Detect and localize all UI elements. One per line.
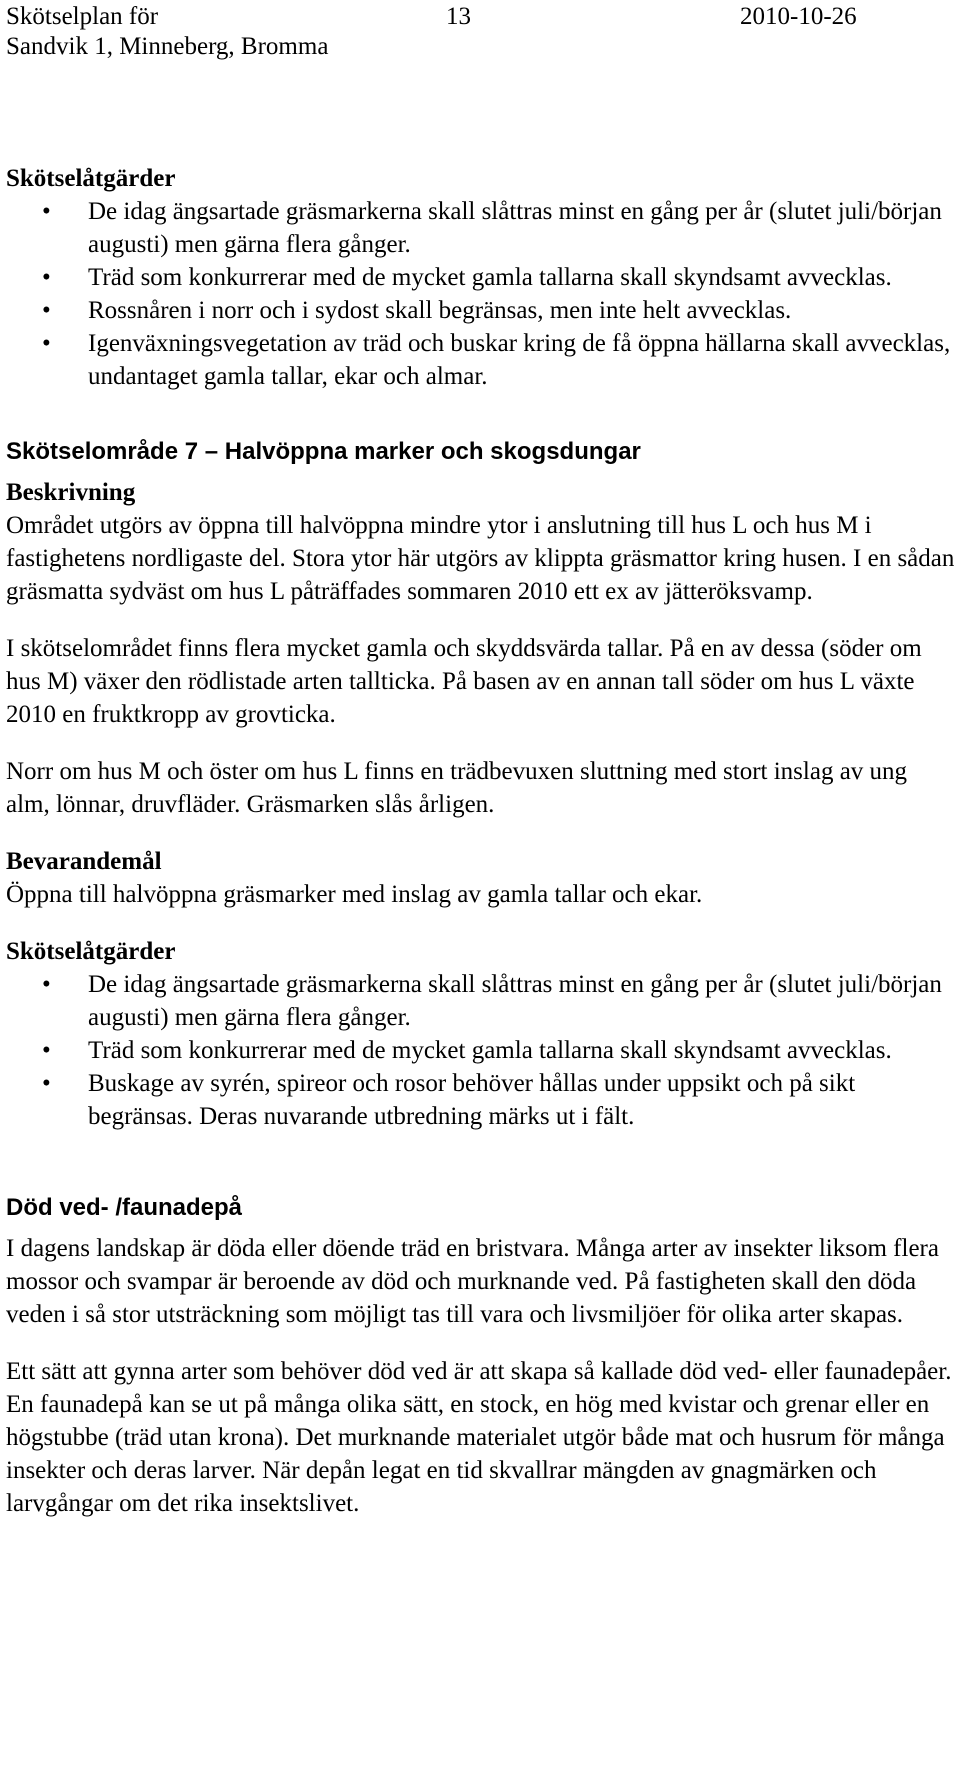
description-paragraph: Norr om hus M och öster om hus L finns en trädbevuxen sluttning med stort inslag av ung alm, lönnar, druvfläder. Gräsmarken slås årligen. [6, 758, 908, 818]
deadwood-heading: Död ved- /faunadepå [6, 1194, 243, 1221]
list-item-text: Träd som konkurrerar med de mycket gamla tallarna skall skyndsamt avvecklas. [88, 1037, 892, 1064]
bullet-icon: • [42, 330, 51, 357]
list-item [6, 195, 956, 261]
conservation-goal-text: Öppna till halvöppna gräsmarker med inslag av gamla tallar och ekar. [6, 881, 703, 908]
bullet-list-measures-1 [6, 195, 956, 393]
list-item [6, 1067, 956, 1133]
bullet-icon: • [42, 198, 51, 225]
list-item-text: Igenväxningsvegetation av träd och buskar kring de få öppna hällarna skall avvecklas, undantaget gamla tallar, ekar och almar. [88, 330, 951, 390]
list-item [6, 327, 956, 393]
list-item [6, 261, 956, 294]
list-item-text: Rossnåren i norr och i sydost skall begränsas, men inte helt avvecklas. [88, 297, 792, 324]
header-title-line1: Skötselplan för [6, 3, 159, 30]
page-number: 13 [446, 3, 471, 30]
header-title [6, 2, 328, 62]
list-item-text: De idag ängsartade gräsmarkerna skall slåttras minst en gång per år (slutet juli/början augusti) men gärna flera gånger. [88, 971, 942, 1031]
list-item [6, 968, 956, 1034]
list-item [6, 294, 956, 327]
conservation-goal-heading: Bevarandemål [6, 848, 162, 875]
section-heading-measures: Skötselåtgärder [6, 165, 176, 192]
section-heading-measures: Skötselåtgärder [6, 938, 176, 965]
bullet-icon: • [42, 1037, 51, 1064]
description-paragraph: I skötselområdet finns flera mycket gamla och skyddsvärda tallar. På en av dessa (söder om hus M) växer den rödlistade arten tallticka. På basen av en annan tall söder om hus L växte 2010 en fruktkropp av grovticka. [6, 635, 922, 728]
area-7-heading: Skötselområde 7 – Halvöppna marker och skogsdungar [6, 438, 641, 465]
bullet-icon: • [42, 264, 51, 291]
description-heading: Beskrivning [6, 479, 136, 506]
list-item [6, 1034, 956, 1067]
deadwood-paragraph: Ett sätt att gynna arter som behöver död ved är att skapa så kallade död ved- eller faunadepåer. En faunadepå kan se ut på många olika sätt, en stock, en hög med kvistar och grenar eller en högstubbe (träd utan krona). Det murknande materialet utgör både mat och husrum för många insekter och deras larver. När depån legat en tid skvallrar mängden av gnagmärken och larvgångar om det rika insektslivet. [6, 1358, 952, 1517]
list-item-text: Träd som konkurrerar med de mycket gamla tallarna skall skyndsamt avvecklas. [88, 264, 892, 291]
list-item-text: De idag ängsartade gräsmarkerna skall slåttras minst en gång per år (slutet juli/början augusti) men gärna flera gånger. [88, 198, 942, 258]
bullet-icon: • [42, 1070, 51, 1097]
list-item-text: Buskage av syrén, spireor och rosor behöver hållas under uppsikt och på sikt begränsas. Deras nuvarande utbredning märks ut i fält. [88, 1070, 856, 1130]
bullet-icon: • [42, 297, 51, 324]
deadwood-paragraph: I dagens landskap är döda eller döende träd en bristvara. Många arter av insekter liksom flera mossor och svampar är beroende av död och murknande ved. På fastigheten skall den döda veden i så stor utsträckning som möjligt tas till vara och livsmiljöer för olika arter skapas. [6, 1235, 939, 1328]
header-date: 2010-10-26 [740, 3, 857, 30]
document-body [6, 162, 956, 1520]
description-paragraph: Området utgörs av öppna till halvöppna mindre ytor i anslutning till hus L och hus M i fastighetens nordligaste del. Stora ytor här utgörs av klippta gräsmattor kring husen. I en sådan gräsmatta sydväst om hus L påträffades sommaren 2010 ett ex av jätteröksvamp. [6, 512, 955, 605]
bullet-list-measures-2 [6, 968, 956, 1133]
bullet-icon: • [42, 971, 51, 998]
header-title-line2: Sandvik 1, Minneberg, Bromma [6, 33, 329, 60]
